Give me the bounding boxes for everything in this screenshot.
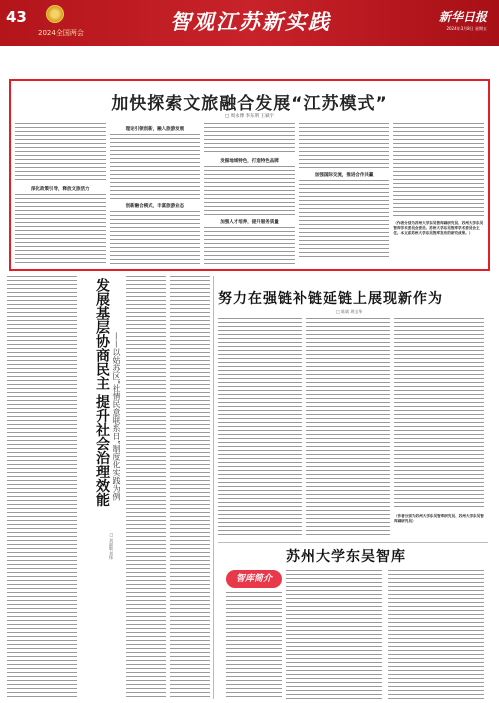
body-text	[204, 227, 295, 267]
featured-title: 加快探索文旅融合发展“江苏模式”	[111, 94, 388, 114]
article-3-title: 努力在强链补链延链上展现新作为	[218, 291, 443, 307]
article-3-body-column	[394, 318, 484, 510]
featured-columns	[15, 123, 484, 267]
featured-column-1	[15, 123, 106, 267]
featured-subhead: 加强国际交流，推进合作共赢	[314, 173, 374, 178]
body-text	[299, 123, 390, 169]
featured-column-5	[393, 123, 484, 267]
body-text	[299, 180, 390, 260]
article-4-body-column	[226, 592, 282, 700]
section-title: 智观江苏新实践	[170, 10, 331, 34]
body-text	[393, 123, 484, 219]
sessions-tag: 2024全国两会	[38, 29, 84, 37]
article-2-body-column	[126, 276, 166, 699]
featured-column-2	[110, 123, 201, 267]
article-2-headline: 发展基层协商民主 提升社会治理效能	[94, 278, 110, 507]
article-4-body-column	[388, 570, 484, 700]
body-text	[204, 166, 295, 216]
body-text	[15, 123, 106, 183]
body-text	[15, 194, 106, 264]
column-divider	[213, 276, 214, 699]
featured-subhead: 理论引领创新，融入旅游发展	[125, 127, 185, 132]
article-3-byline: □ 陈斌 周宝华	[336, 309, 363, 314]
featured-subhead: 发掘地域特色，打造特色品牌	[220, 159, 279, 164]
article-2-subtitle: ——以姑苏区“社情民意联系日”制度化实践为例	[112, 332, 121, 501]
featured-subhead: 创新融合模式，丰富旅游业态	[125, 204, 185, 209]
article-4-title: 苏州大学东吴智库	[286, 549, 406, 565]
article-3-note: （作者分别为苏州大学东吴智库研究员、苏州大学东吴智库副研究员）	[394, 514, 484, 523]
body-text	[204, 123, 295, 155]
paper-info: 2024年3月8日 星期五	[446, 26, 487, 31]
featured-article	[9, 79, 490, 271]
article-3-body-column	[306, 318, 390, 538]
featured-byline: □ 周永博 李东明 王斌宇	[224, 114, 275, 119]
featured-column-4	[299, 123, 390, 267]
article-4-body-column	[286, 570, 382, 700]
article-3-body-column	[218, 318, 302, 538]
page-masthead	[0, 0, 499, 46]
article-2-author: □ 刘淑敏 刘锋	[109, 532, 114, 560]
article-2-body-left	[7, 276, 77, 699]
featured-subhead: 加强人才培养，提升服务质量	[220, 220, 279, 225]
featured-subhead: 深化政策引导，释放文旅活力	[31, 187, 90, 192]
page-number: 43	[6, 8, 27, 26]
body-text	[110, 211, 201, 267]
section-divider	[218, 542, 488, 543]
body-text	[110, 134, 201, 200]
paper-name: 新华日报	[438, 10, 487, 24]
article-2-body-column	[170, 276, 210, 699]
featured-fund-note: （作者分别为苏州大学东吴智库副研究员、苏州大学东吴智库学术委员会委员、苏州大学东吴智库学术委员会主任。本文系苏州大学东吴智库发布的研究成果。）	[393, 221, 484, 235]
think-tank-intro-badge: 智库简介	[226, 570, 282, 588]
national-emblem-icon	[46, 5, 64, 23]
featured-column-3	[204, 123, 295, 267]
